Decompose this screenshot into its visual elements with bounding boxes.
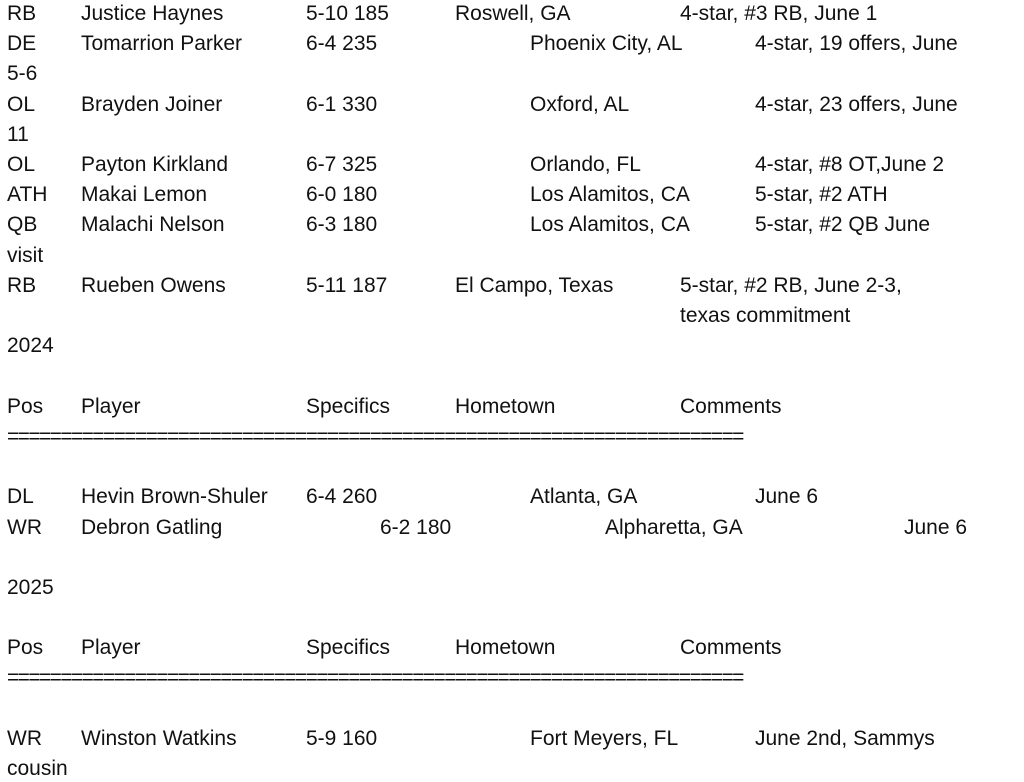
- comments-cell: 5-star, #2 QB June: [755, 213, 931, 236]
- comments-cell: June 6: [904, 516, 968, 539]
- hometown-cell: Oxford, AL: [530, 93, 630, 116]
- header-pos: Pos: [7, 636, 44, 659]
- wrapped-text: 5-6: [7, 62, 38, 85]
- separator-line: =====================================================================: [7, 666, 743, 689]
- specifics-cell: 6-0 180: [306, 183, 378, 206]
- hometown-cell: Los Alamitos, CA: [530, 183, 690, 206]
- header-player: Player: [81, 636, 141, 659]
- player-cell: Malachi Nelson: [81, 213, 225, 236]
- comments-cell: 5-star, #2 ATH: [755, 183, 888, 206]
- header-specifics: Specifics: [306, 636, 391, 659]
- position-cell: RB: [7, 2, 37, 25]
- wrapped-text: 11: [7, 123, 29, 146]
- specifics-cell: 6-2 180: [380, 516, 452, 539]
- position-cell: WR: [7, 727, 42, 750]
- comments-cell: 4-star, #3 RB, June 1: [680, 2, 878, 25]
- position-cell: OL: [7, 153, 36, 176]
- player-cell: Payton Kirkland: [81, 153, 229, 176]
- specifics-cell: 5-9 160: [306, 727, 378, 750]
- hometown-cell: El Campo, Texas: [455, 274, 614, 297]
- wrapped-text: cousin: [7, 757, 68, 780]
- comments-cell: 4-star, #8 OT,June 2: [755, 153, 945, 176]
- wrapped-text: texas commitment: [680, 304, 851, 327]
- comments-cell: June 6: [755, 485, 819, 508]
- player-cell: Justice Haynes: [81, 2, 224, 25]
- specifics-cell: 6-4 235: [306, 32, 378, 55]
- header-specifics: Specifics: [306, 395, 391, 418]
- player-cell: Makai Lemon: [81, 183, 208, 206]
- hometown-cell: Los Alamitos, CA: [530, 213, 690, 236]
- header-comments: Comments: [680, 395, 782, 418]
- section-year-2025: 2025: [7, 576, 54, 599]
- header-hometown: Hometown: [455, 395, 556, 418]
- position-cell: ATH: [7, 183, 48, 206]
- section-year-2024: 2024: [7, 334, 54, 357]
- header-player: Player: [81, 395, 141, 418]
- position-cell: DL: [7, 485, 34, 508]
- position-cell: DE: [7, 32, 37, 55]
- position-cell: OL: [7, 93, 36, 116]
- position-cell: QB: [7, 213, 38, 236]
- position-cell: WR: [7, 516, 42, 539]
- header-pos: Pos: [7, 395, 44, 418]
- wrapped-text: visit: [7, 244, 44, 267]
- player-cell: Winston Watkins: [81, 727, 237, 750]
- hometown-cell: Fort Meyers, FL: [530, 727, 679, 750]
- player-cell: Rueben Owens: [81, 274, 226, 297]
- comments-cell: June 2nd, Sammys: [755, 727, 935, 750]
- player-cell: Brayden Joiner: [81, 93, 223, 116]
- player-cell: Tomarrion Parker: [81, 32, 243, 55]
- separator-line: =====================================================================: [7, 425, 743, 448]
- player-cell: Debron Gatling: [81, 516, 223, 539]
- specifics-cell: 6-3 180: [306, 213, 378, 236]
- specifics-cell: 6-4 260: [306, 485, 378, 508]
- specifics-cell: 6-1 330: [306, 93, 378, 116]
- hometown-cell: Atlanta, GA: [530, 485, 638, 508]
- header-comments: Comments: [680, 636, 782, 659]
- header-hometown: Hometown: [455, 636, 556, 659]
- hometown-cell: Phoenix City, AL: [530, 32, 683, 55]
- specifics-cell: 5-10 185: [306, 2, 389, 25]
- comments-cell: 4-star, 23 offers, June: [755, 93, 958, 116]
- specifics-cell: 6-7 325: [306, 153, 378, 176]
- hometown-cell: Orlando, FL: [530, 153, 641, 176]
- comments-cell: 5-star, #2 RB, June 2-3,: [680, 274, 902, 297]
- specifics-cell: 5-11 187: [306, 274, 388, 297]
- comments-cell: 4-star, 19 offers, June: [755, 32, 958, 55]
- player-cell: Hevin Brown-Shuler: [81, 485, 268, 508]
- hometown-cell: Roswell, GA: [455, 2, 571, 25]
- hometown-cell: Alpharetta, GA: [605, 516, 743, 539]
- position-cell: RB: [7, 274, 37, 297]
